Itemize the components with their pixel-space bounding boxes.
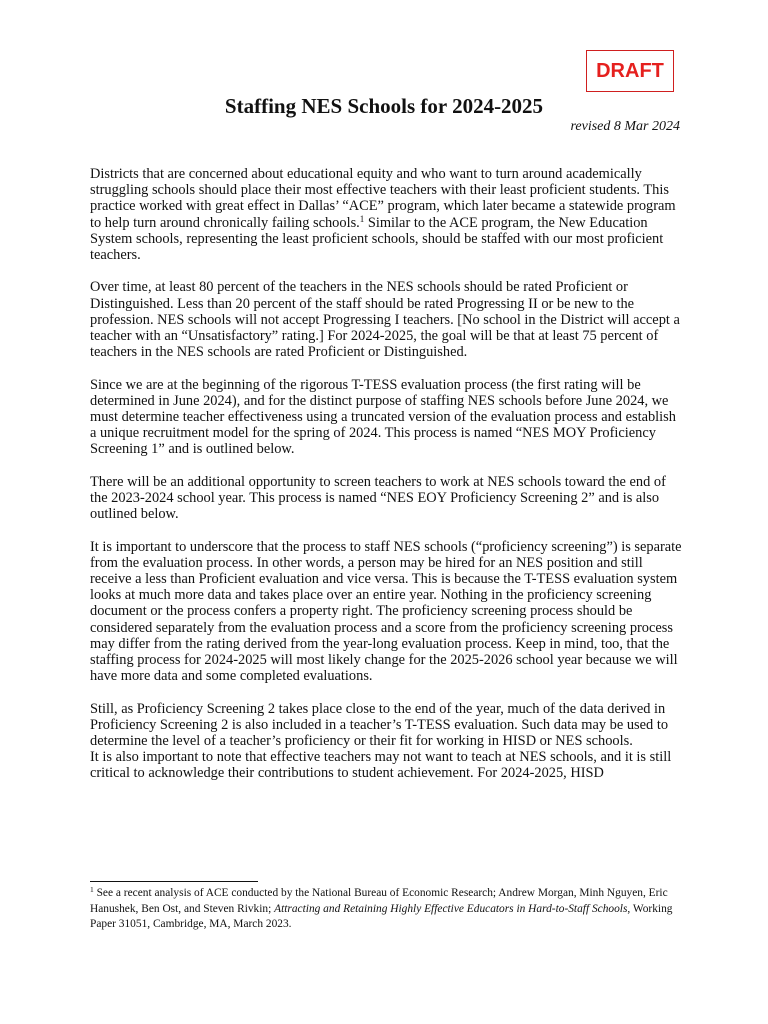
paragraph-1 [90, 166, 682, 263]
paragraph-4: There will be an additional opportunity to screen teachers to work at NES schools toward the end of the 2023-2024 school year. This process is named “NES EOY Proficiency Screening 2” and is also outlined below. [90, 473, 666, 523]
footnote-text-b: , Working Paper 31051, Cambridge, MA, March 2023. [90, 902, 673, 930]
paragraph-1-text-b: Similar to the ACE program, the New Education System schools, representing the least proficient schools, should be staffed with our most proficient teachers. [90, 214, 664, 264]
paragraph-2: Over time, at least 80 percent of the teachers in the NES schools should be rated Proficient or Distinguished. Less than 20 percent of the staff should be rated Progressing II or be new to the profession. NES schools will not accept Progressing I teachers. [No school in the District will accept a teacher with an “Unsatisfactory” rating.] For 2024-2025, the goal will be that at least 75 percent of teachers in the NES schools are rated Proficient or Distinguished. [90, 279, 680, 361]
revision-date: revised 8 Mar 2024 [570, 119, 680, 134]
footnote-title: Attracting and Retaining Highly Effective Educators in Hard-to-Staff Schools [274, 902, 628, 915]
paragraph-6: Still, as Proficiency Screening 2 takes place close to the end of the year, much of the data derived in Proficiency Screening 2 is also included in a teacher’s T-TESS evaluation. Such data may be used to determine the level of a teacher’s proficiency or their fit for working in HISD or NES schools. [90, 700, 669, 750]
paragraph-5: It is important to underscore that the process to staff NES schools (“proficiency screening”) is separate from the evaluation process. In other words, a person may be hired for an NES position and still receive a less than Proficient evaluation and vice versa. This is because the T-TESS evaluation system looks at much more data and takes place over an entire year. Nothing in the proficiency screening document or the process confers a property right. The proficiency screening process should be considered separately from the evaluation process and a score from the proficiency screening process may differ from the rating derived from the year-long evaluation process. Keep in mind, too, that the staffing process for 2024-2025 will most likely change for the 2025-2026 school year because we will have more data and some completed evaluations. [90, 538, 682, 685]
footnote-separator [90, 881, 258, 882]
document-body [90, 166, 682, 798]
footnote-mark: 1 [90, 885, 94, 894]
footnote [90, 886, 682, 933]
footnote-reference: 1 [359, 213, 365, 224]
paragraph-3: Since we are at the beginning of the rigorous T-TESS evaluation process (the first rating will be determined in June 2024), and for the distinct purpose of staffing NES schools before June 2024, we must determine teacher effectiveness using a truncated version of the evaluation process and establish a unique recruitment model for the spring of 2024. This process is named “NES MOY Proficiency Screening 1” and is outlined below. [90, 376, 676, 458]
document-title: Staffing NES Schools for 2024-2025 [224, 94, 544, 118]
paragraph-7: It is also important to note that effective teachers may not want to teach at NES schools, and it is still critical to acknowledge their contributions to student achievement. For 2024-2025, HISD [90, 749, 672, 782]
draft-stamp: DRAFT [586, 50, 674, 92]
footnote-text-a: See a recent analysis of ACE conducted by the National Bureau of Economic Research; Andrew Morgan, Minh Nguyen, Eric Hanushek, Ben Ost, and Steven Rivkin; [90, 887, 668, 915]
paragraph-1-text-a: Districts that are concerned about educational equity and who want to turn around academically struggling schools should place their most effective teachers with their least proficient students. This practice worked with great effect in Dallas’ “ACE” program, which later became a statewide program to help turn around chronically failing schools. [90, 166, 676, 231]
